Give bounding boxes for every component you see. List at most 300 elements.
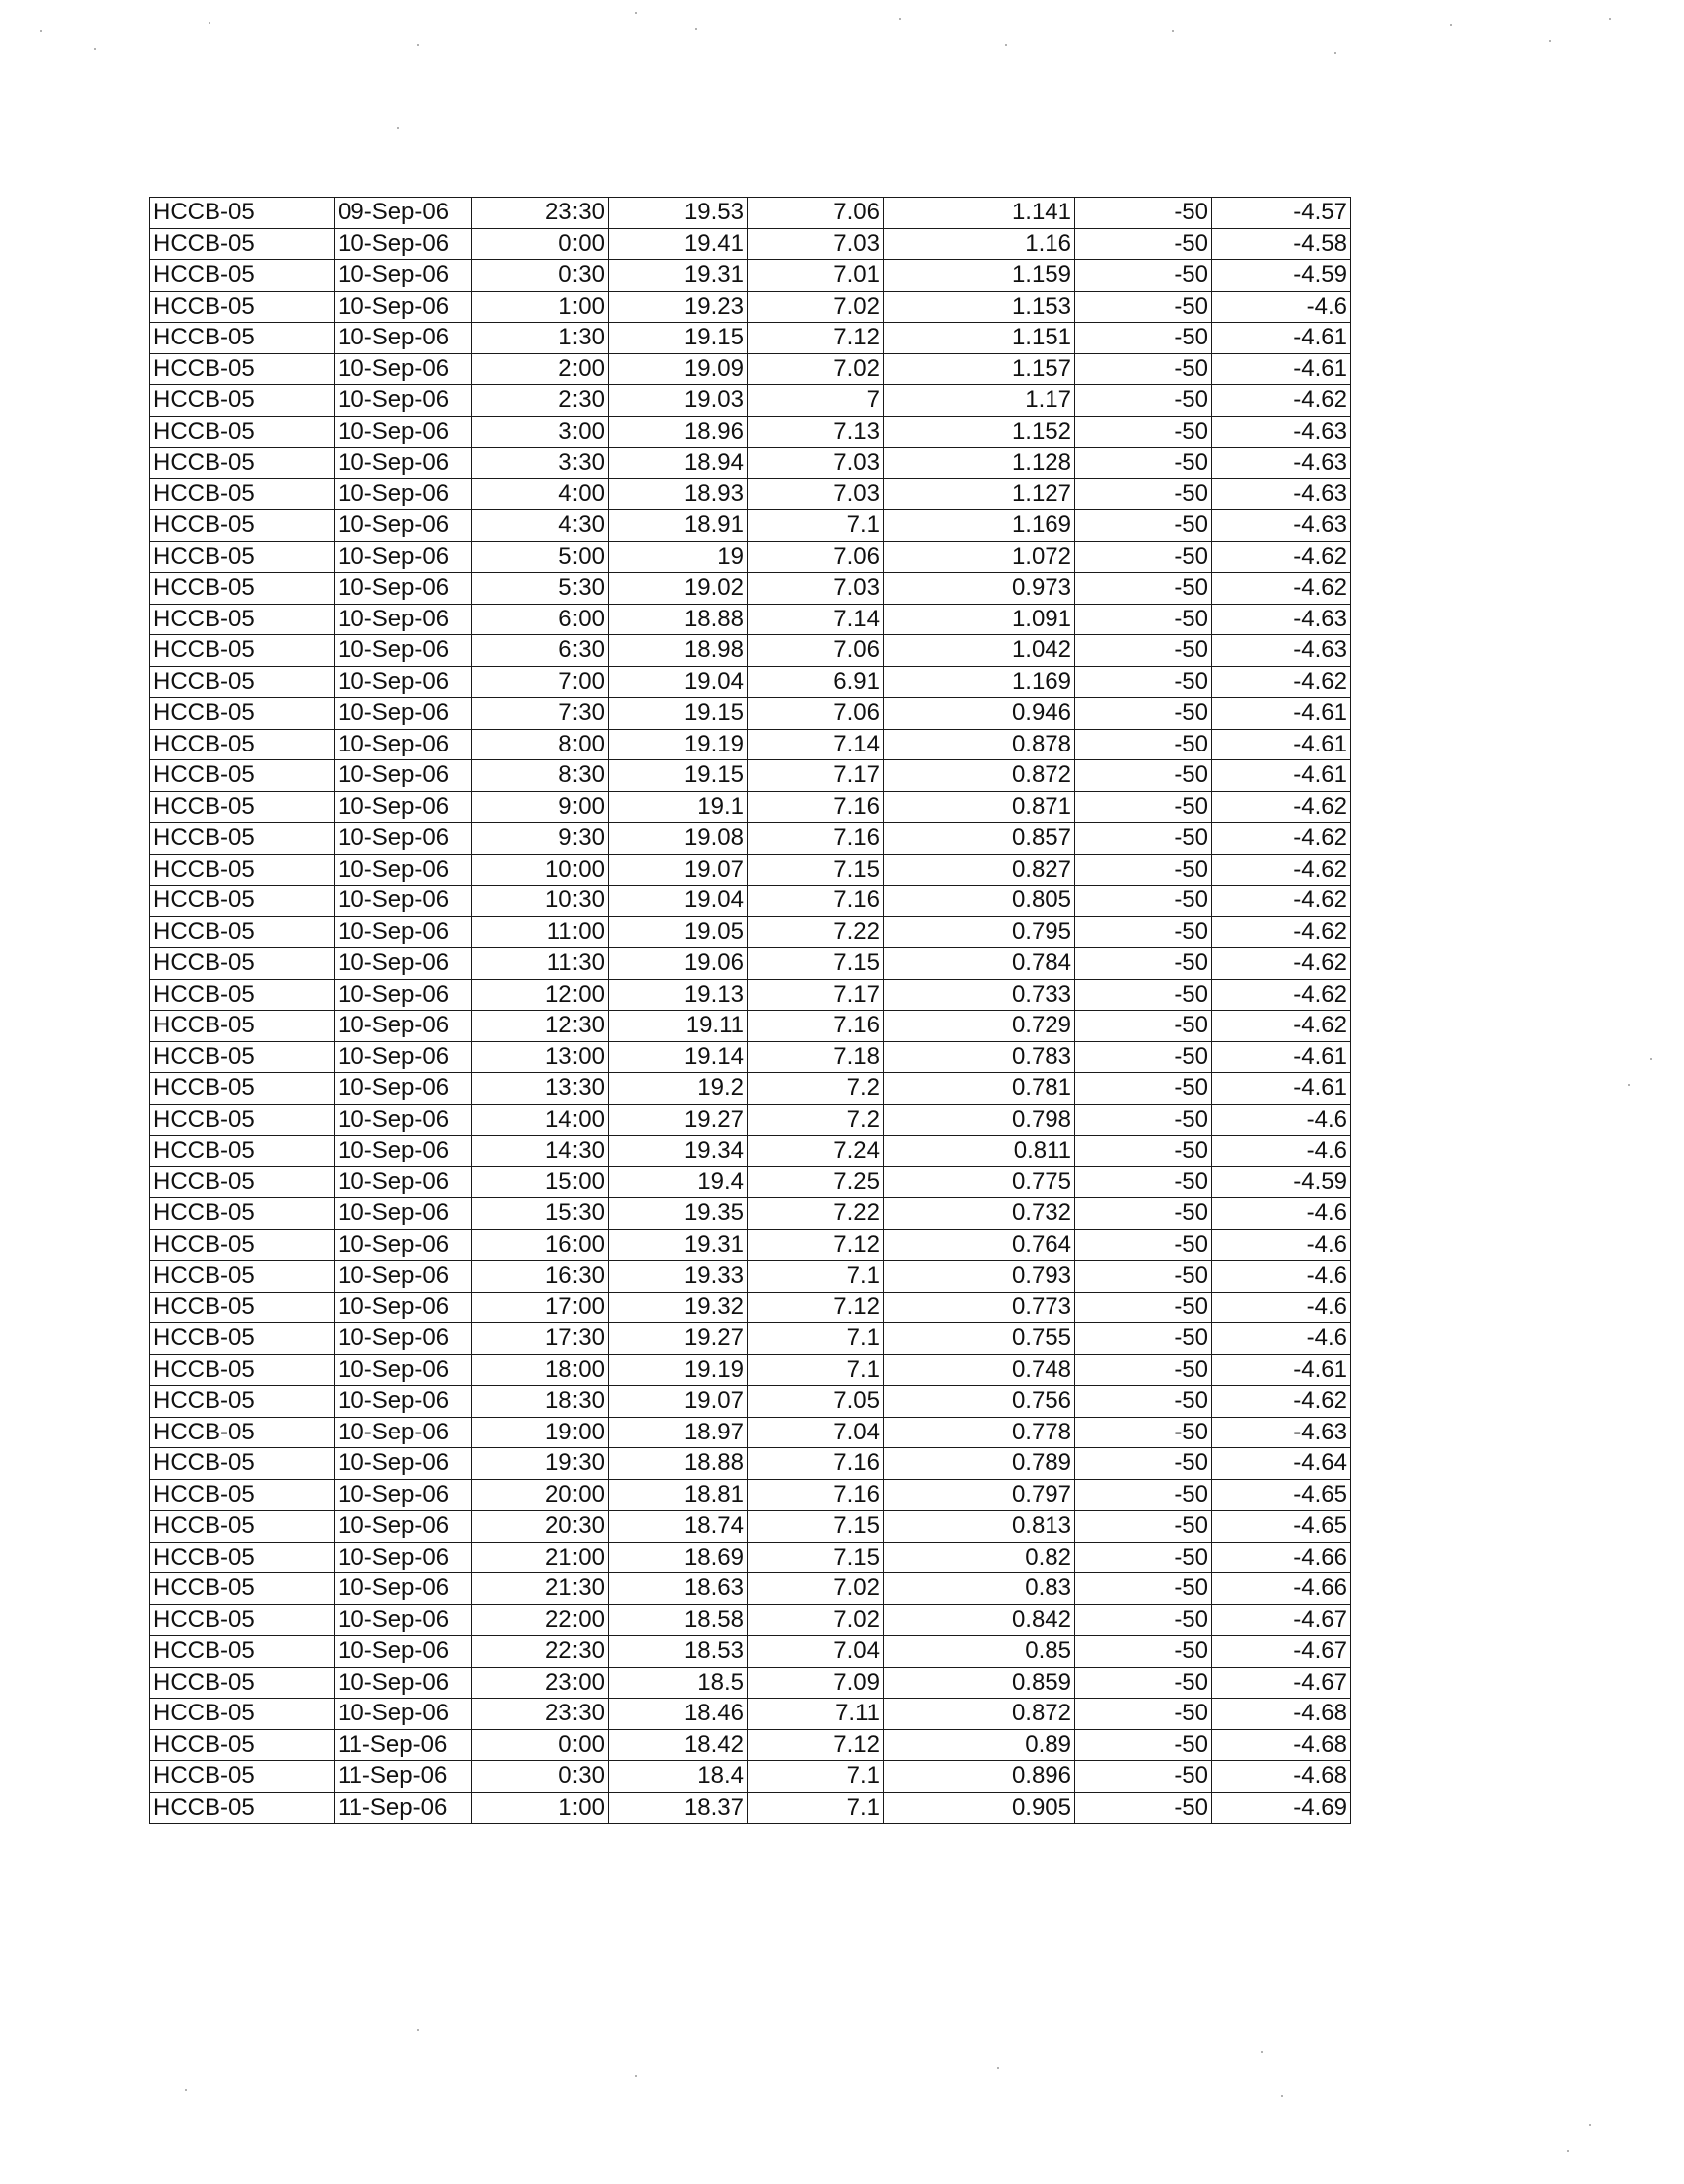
temperature-cell: 18.98 [609, 635, 748, 667]
temperature-cell: 19.15 [609, 698, 748, 730]
time-cell: 5:30 [472, 573, 609, 605]
temperature-cell: 19.19 [609, 1354, 748, 1386]
table-row [150, 666, 1351, 698]
station-cell: HCCB-05 [150, 291, 335, 323]
date-cell: 10-Sep-06 [335, 916, 472, 948]
conductivity-cell: 0.797 [884, 1479, 1075, 1511]
speck [1005, 44, 1007, 46]
value-b-cell: -4.6 [1212, 1261, 1351, 1293]
speck [899, 18, 901, 20]
conductivity-cell: 0.85 [884, 1636, 1075, 1668]
date-cell: 10-Sep-06 [335, 1386, 472, 1418]
table-row [150, 1604, 1351, 1636]
ph-cell: 7.14 [748, 729, 884, 760]
temperature-cell: 18.63 [609, 1573, 748, 1605]
temperature-cell: 18.94 [609, 448, 748, 479]
value-b-cell: -4.63 [1212, 1417, 1351, 1448]
date-cell: 10-Sep-06 [335, 1166, 472, 1198]
conductivity-cell: 0.811 [884, 1136, 1075, 1167]
time-cell: 3:30 [472, 448, 609, 479]
value-b-cell: -4.62 [1212, 666, 1351, 698]
station-cell: HCCB-05 [150, 1292, 335, 1323]
time-cell: 15:30 [472, 1198, 609, 1230]
date-cell: 10-Sep-06 [335, 1073, 472, 1105]
ph-cell: 7.06 [748, 198, 884, 229]
value-b-cell: -4.62 [1212, 948, 1351, 980]
temperature-cell: 19.31 [609, 260, 748, 292]
conductivity-cell: 1.141 [884, 198, 1075, 229]
date-cell: 10-Sep-06 [335, 1417, 472, 1448]
value-a-cell: -50 [1075, 385, 1212, 417]
conductivity-cell: 0.813 [884, 1511, 1075, 1543]
temperature-cell: 18.58 [609, 1604, 748, 1636]
value-a-cell: -50 [1075, 1729, 1212, 1761]
date-cell: 10-Sep-06 [335, 260, 472, 292]
value-a-cell: -50 [1075, 791, 1212, 823]
conductivity-cell: 0.805 [884, 886, 1075, 917]
ph-cell: 7.1 [748, 1792, 884, 1824]
date-cell: 10-Sep-06 [335, 1136, 472, 1167]
value-a-cell: -50 [1075, 1292, 1212, 1323]
value-a-cell: -50 [1075, 666, 1212, 698]
value-b-cell: -4.6 [1212, 1136, 1351, 1167]
temperature-cell: 18.74 [609, 1511, 748, 1543]
temperature-cell: 19.13 [609, 979, 748, 1011]
date-cell: 10-Sep-06 [335, 541, 472, 573]
ph-cell: 7.04 [748, 1417, 884, 1448]
date-cell: 10-Sep-06 [335, 604, 472, 635]
time-cell: 1:00 [472, 291, 609, 323]
value-a-cell: -50 [1075, 1511, 1212, 1543]
date-cell: 10-Sep-06 [335, 510, 472, 542]
table-row [150, 1542, 1351, 1573]
station-cell: HCCB-05 [150, 541, 335, 573]
table-row [150, 1229, 1351, 1261]
conductivity-cell: 1.072 [884, 541, 1075, 573]
time-cell: 7:00 [472, 666, 609, 698]
table-row [150, 1104, 1351, 1136]
date-cell: 10-Sep-06 [335, 1354, 472, 1386]
ph-cell: 7.22 [748, 916, 884, 948]
table-row [150, 478, 1351, 510]
temperature-cell: 19.32 [609, 1292, 748, 1323]
ph-cell: 7.1 [748, 1323, 884, 1355]
ph-cell: 7.02 [748, 1573, 884, 1605]
date-cell: 11-Sep-06 [335, 1761, 472, 1793]
date-cell: 10-Sep-06 [335, 478, 472, 510]
date-cell: 10-Sep-06 [335, 573, 472, 605]
time-cell: 18:30 [472, 1386, 609, 1418]
date-cell: 09-Sep-06 [335, 198, 472, 229]
value-b-cell: -4.62 [1212, 385, 1351, 417]
speck [185, 2089, 187, 2091]
value-b-cell: -4.63 [1212, 416, 1351, 448]
temperature-cell: 18.97 [609, 1417, 748, 1448]
ph-cell: 7.02 [748, 353, 884, 385]
value-a-cell: -50 [1075, 1792, 1212, 1824]
date-cell: 10-Sep-06 [335, 228, 472, 260]
date-cell: 10-Sep-06 [335, 886, 472, 917]
conductivity-cell: 0.748 [884, 1354, 1075, 1386]
ph-cell: 7.12 [748, 323, 884, 354]
value-a-cell: -50 [1075, 979, 1212, 1011]
temperature-cell: 19.41 [609, 228, 748, 260]
value-a-cell: -50 [1075, 854, 1212, 886]
station-cell: HCCB-05 [150, 604, 335, 635]
value-b-cell: -4.61 [1212, 698, 1351, 730]
temperature-cell: 19.15 [609, 323, 748, 354]
time-cell: 14:00 [472, 1104, 609, 1136]
time-cell: 3:00 [472, 416, 609, 448]
value-a-cell: -50 [1075, 604, 1212, 635]
date-cell: 11-Sep-06 [335, 1792, 472, 1824]
station-cell: HCCB-05 [150, 1604, 335, 1636]
table-row [150, 1667, 1351, 1699]
conductivity-cell: 1.127 [884, 478, 1075, 510]
conductivity-cell: 0.789 [884, 1448, 1075, 1480]
value-a-cell: -50 [1075, 1041, 1212, 1073]
conductivity-cell: 0.784 [884, 948, 1075, 980]
value-a-cell: -50 [1075, 1636, 1212, 1668]
station-cell: HCCB-05 [150, 1136, 335, 1167]
value-a-cell: -50 [1075, 260, 1212, 292]
station-cell: HCCB-05 [150, 1323, 335, 1355]
time-cell: 0:00 [472, 228, 609, 260]
station-cell: HCCB-05 [150, 1354, 335, 1386]
time-cell: 20:00 [472, 1479, 609, 1511]
time-cell: 1:00 [472, 1792, 609, 1824]
time-cell: 19:00 [472, 1417, 609, 1448]
ph-cell: 7.2 [748, 1073, 884, 1105]
table-row [150, 1479, 1351, 1511]
value-a-cell: -50 [1075, 1323, 1212, 1355]
table-row [150, 1448, 1351, 1480]
value-a-cell: -50 [1075, 886, 1212, 917]
value-b-cell: -4.61 [1212, 1354, 1351, 1386]
value-b-cell: -4.66 [1212, 1542, 1351, 1573]
date-cell: 11-Sep-06 [335, 1729, 472, 1761]
value-a-cell: -50 [1075, 510, 1212, 542]
temperature-cell: 19.35 [609, 1198, 748, 1230]
value-a-cell: -50 [1075, 760, 1212, 792]
value-a-cell: -50 [1075, 1699, 1212, 1730]
value-b-cell: -4.62 [1212, 1011, 1351, 1042]
table-row [150, 323, 1351, 354]
value-a-cell: -50 [1075, 948, 1212, 980]
date-cell: 10-Sep-06 [335, 823, 472, 855]
time-cell: 4:00 [472, 478, 609, 510]
value-b-cell: -4.69 [1212, 1792, 1351, 1824]
temperature-cell: 19.33 [609, 1261, 748, 1293]
table-row [150, 448, 1351, 479]
conductivity-cell: 0.946 [884, 698, 1075, 730]
table-row [150, 1011, 1351, 1042]
station-cell: HCCB-05 [150, 1542, 335, 1573]
table-row [150, 353, 1351, 385]
date-cell: 10-Sep-06 [335, 979, 472, 1011]
value-a-cell: -50 [1075, 448, 1212, 479]
value-b-cell: -4.66 [1212, 1573, 1351, 1605]
station-cell: HCCB-05 [150, 1511, 335, 1543]
time-cell: 23:00 [472, 1667, 609, 1699]
value-b-cell: -4.6 [1212, 1229, 1351, 1261]
table-row [150, 886, 1351, 917]
date-cell: 10-Sep-06 [335, 385, 472, 417]
table-row [150, 1354, 1351, 1386]
temperature-cell: 18.46 [609, 1699, 748, 1730]
value-a-cell: -50 [1075, 1104, 1212, 1136]
speck [1334, 52, 1336, 54]
temperature-cell: 19.31 [609, 1229, 748, 1261]
value-a-cell: -50 [1075, 1354, 1212, 1386]
conductivity-cell: 1.042 [884, 635, 1075, 667]
station-cell: HCCB-05 [150, 635, 335, 667]
value-a-cell: -50 [1075, 1417, 1212, 1448]
value-a-cell: -50 [1075, 916, 1212, 948]
value-b-cell: -4.63 [1212, 448, 1351, 479]
conductivity-cell: 1.157 [884, 353, 1075, 385]
temperature-cell: 19 [609, 541, 748, 573]
date-cell: 10-Sep-06 [335, 1448, 472, 1480]
ph-cell: 7.06 [748, 698, 884, 730]
table-row [150, 1073, 1351, 1105]
date-cell: 10-Sep-06 [335, 1604, 472, 1636]
ph-cell: 7.17 [748, 760, 884, 792]
value-b-cell: -4.68 [1212, 1729, 1351, 1761]
date-cell: 10-Sep-06 [335, 291, 472, 323]
table-row [150, 541, 1351, 573]
ph-cell: 7.16 [748, 1479, 884, 1511]
station-cell: HCCB-05 [150, 353, 335, 385]
temperature-cell: 19.23 [609, 291, 748, 323]
value-b-cell: -4.59 [1212, 1166, 1351, 1198]
table-row [150, 1292, 1351, 1323]
ph-cell: 7.12 [748, 1729, 884, 1761]
table-row [150, 698, 1351, 730]
conductivity-cell: 1.169 [884, 510, 1075, 542]
value-b-cell: -4.68 [1212, 1699, 1351, 1730]
station-cell: HCCB-05 [150, 1479, 335, 1511]
ph-cell: 7.03 [748, 573, 884, 605]
speck [1549, 40, 1551, 42]
date-cell: 10-Sep-06 [335, 416, 472, 448]
time-cell: 13:30 [472, 1073, 609, 1105]
temperature-cell: 19.02 [609, 573, 748, 605]
station-cell: HCCB-05 [150, 1386, 335, 1418]
temperature-cell: 19.11 [609, 1011, 748, 1042]
speck [1450, 24, 1452, 26]
time-cell: 22:30 [472, 1636, 609, 1668]
ph-cell: 7.2 [748, 1104, 884, 1136]
time-cell: 2:00 [472, 353, 609, 385]
table-row [150, 1386, 1351, 1418]
value-a-cell: -50 [1075, 198, 1212, 229]
value-b-cell: -4.63 [1212, 604, 1351, 635]
value-a-cell: -50 [1075, 291, 1212, 323]
station-cell: HCCB-05 [150, 1761, 335, 1793]
table-row [150, 1729, 1351, 1761]
temperature-cell: 19.04 [609, 666, 748, 698]
conductivity-cell: 0.729 [884, 1011, 1075, 1042]
speck [997, 2067, 999, 2069]
value-b-cell: -4.58 [1212, 228, 1351, 260]
table-row [150, 510, 1351, 542]
time-cell: 2:30 [472, 385, 609, 417]
ph-cell: 7.09 [748, 1667, 884, 1699]
temperature-cell: 18.5 [609, 1667, 748, 1699]
temperature-cell: 18.81 [609, 1479, 748, 1511]
value-a-cell: -50 [1075, 541, 1212, 573]
table-row [150, 604, 1351, 635]
conductivity-cell: 1.169 [884, 666, 1075, 698]
station-cell: HCCB-05 [150, 1573, 335, 1605]
value-b-cell: -4.63 [1212, 510, 1351, 542]
temperature-cell: 19.03 [609, 385, 748, 417]
time-cell: 20:30 [472, 1511, 609, 1543]
station-cell: HCCB-05 [150, 1073, 335, 1105]
conductivity-cell: 0.827 [884, 854, 1075, 886]
date-cell: 10-Sep-06 [335, 1011, 472, 1042]
table-row [150, 1261, 1351, 1293]
ph-cell: 7.02 [748, 291, 884, 323]
station-cell: HCCB-05 [150, 1699, 335, 1730]
station-cell: HCCB-05 [150, 1261, 335, 1293]
station-cell: HCCB-05 [150, 1166, 335, 1198]
value-b-cell: -4.61 [1212, 1073, 1351, 1105]
speck [1589, 2124, 1591, 2126]
value-b-cell: -4.6 [1212, 1104, 1351, 1136]
time-cell: 10:30 [472, 886, 609, 917]
table-row [150, 948, 1351, 980]
ph-cell: 6.91 [748, 666, 884, 698]
value-a-cell: -50 [1075, 1667, 1212, 1699]
ph-cell: 7.16 [748, 886, 884, 917]
date-cell: 10-Sep-06 [335, 1104, 472, 1136]
value-a-cell: -50 [1075, 573, 1212, 605]
time-cell: 6:00 [472, 604, 609, 635]
date-cell: 10-Sep-06 [335, 1511, 472, 1543]
temperature-cell: 19.1 [609, 791, 748, 823]
station-cell: HCCB-05 [150, 979, 335, 1011]
date-cell: 10-Sep-06 [335, 353, 472, 385]
table-row [150, 1573, 1351, 1605]
conductivity-cell: 1.091 [884, 604, 1075, 635]
ph-cell: 7.15 [748, 948, 884, 980]
station-cell: HCCB-05 [150, 791, 335, 823]
temperature-cell: 19.27 [609, 1104, 748, 1136]
conductivity-cell: 1.16 [884, 228, 1075, 260]
time-cell: 14:30 [472, 1136, 609, 1167]
value-a-cell: -50 [1075, 1386, 1212, 1418]
value-b-cell: -4.62 [1212, 1386, 1351, 1418]
speck [1172, 30, 1174, 32]
value-a-cell: -50 [1075, 1198, 1212, 1230]
table-body [150, 198, 1351, 1824]
ph-cell: 7.1 [748, 510, 884, 542]
value-b-cell: -4.62 [1212, 854, 1351, 886]
station-cell: HCCB-05 [150, 323, 335, 354]
time-cell: 18:00 [472, 1354, 609, 1386]
temperature-cell: 19.07 [609, 1386, 748, 1418]
station-cell: HCCB-05 [150, 916, 335, 948]
ph-cell: 7.11 [748, 1699, 884, 1730]
value-b-cell: -4.64 [1212, 1448, 1351, 1480]
time-cell: 19:30 [472, 1448, 609, 1480]
table-row [150, 791, 1351, 823]
time-cell: 0:00 [472, 1729, 609, 1761]
date-cell: 10-Sep-06 [335, 666, 472, 698]
temperature-cell: 19.14 [609, 1041, 748, 1073]
conductivity-cell: 0.83 [884, 1573, 1075, 1605]
speck [1567, 2150, 1569, 2152]
station-cell: HCCB-05 [150, 510, 335, 542]
conductivity-cell: 1.128 [884, 448, 1075, 479]
ph-cell: 7.25 [748, 1166, 884, 1198]
date-cell: 10-Sep-06 [335, 1292, 472, 1323]
value-a-cell: -50 [1075, 1166, 1212, 1198]
conductivity-cell: 0.778 [884, 1417, 1075, 1448]
value-b-cell: -4.6 [1212, 1198, 1351, 1230]
conductivity-cell: 0.82 [884, 1542, 1075, 1573]
date-cell: 10-Sep-06 [335, 1542, 472, 1573]
data-table [149, 197, 1351, 1824]
conductivity-cell: 0.795 [884, 916, 1075, 948]
ph-cell: 7.16 [748, 791, 884, 823]
ph-cell: 7.03 [748, 448, 884, 479]
value-a-cell: -50 [1075, 1229, 1212, 1261]
conductivity-cell: 0.872 [884, 760, 1075, 792]
speck [209, 22, 210, 24]
speck [1281, 2095, 1283, 2097]
station-cell: HCCB-05 [150, 823, 335, 855]
value-b-cell: -4.61 [1212, 729, 1351, 760]
ph-cell: 7.24 [748, 1136, 884, 1167]
station-cell: HCCB-05 [150, 729, 335, 760]
table-row [150, 1699, 1351, 1730]
temperature-cell: 19.27 [609, 1323, 748, 1355]
time-cell: 16:30 [472, 1261, 609, 1293]
date-cell: 10-Sep-06 [335, 791, 472, 823]
conductivity-cell: 0.878 [884, 729, 1075, 760]
value-a-cell: -50 [1075, 823, 1212, 855]
time-cell: 9:30 [472, 823, 609, 855]
table-row [150, 1166, 1351, 1198]
table-row [150, 1636, 1351, 1668]
table-row [150, 1041, 1351, 1073]
temperature-cell: 18.96 [609, 416, 748, 448]
value-b-cell: -4.6 [1212, 291, 1351, 323]
station-cell: HCCB-05 [150, 198, 335, 229]
station-cell: HCCB-05 [150, 385, 335, 417]
speck [1650, 1058, 1652, 1060]
table-row [150, 823, 1351, 855]
value-a-cell: -50 [1075, 478, 1212, 510]
ph-cell: 7.16 [748, 823, 884, 855]
ph-cell: 7.03 [748, 228, 884, 260]
value-a-cell: -50 [1075, 1479, 1212, 1511]
ph-cell: 7.15 [748, 1511, 884, 1543]
station-cell: HCCB-05 [150, 228, 335, 260]
conductivity-cell: 0.732 [884, 1198, 1075, 1230]
value-b-cell: -4.57 [1212, 198, 1351, 229]
temperature-cell: 19.06 [609, 948, 748, 980]
time-cell: 17:00 [472, 1292, 609, 1323]
value-b-cell: -4.61 [1212, 353, 1351, 385]
temperature-cell: 18.4 [609, 1761, 748, 1793]
station-cell: HCCB-05 [150, 478, 335, 510]
temperature-cell: 19.4 [609, 1166, 748, 1198]
value-b-cell: -4.62 [1212, 573, 1351, 605]
